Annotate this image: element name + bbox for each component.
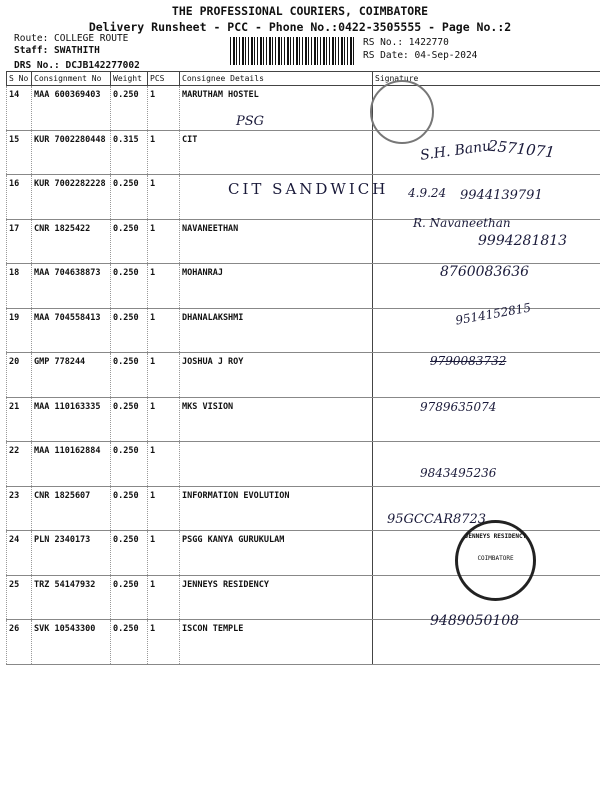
row-sno: 24 bbox=[7, 531, 32, 576]
row-consignment-no: MAA 600369403 bbox=[32, 86, 111, 131]
handwriting-9994281813: 9994281813 bbox=[478, 233, 568, 249]
company-title: THE PROFESSIONAL COURIERS, COIMBATORE bbox=[171, 4, 429, 18]
row-pcs: 1 bbox=[148, 397, 180, 442]
row-consignment-no: GMP 778244 bbox=[32, 353, 111, 398]
route-label: Route: COLLEGE ROUTE bbox=[14, 33, 129, 44]
row-weight: 0.250 bbox=[111, 86, 148, 131]
row-pcs: 1 bbox=[148, 308, 180, 353]
table-row bbox=[7, 86, 600, 131]
row-sno: 26 bbox=[7, 620, 32, 665]
row-consignee: CIT bbox=[180, 130, 373, 175]
row-sno: 25 bbox=[7, 575, 32, 620]
row-sno: 16 bbox=[7, 175, 32, 220]
handwriting-9790083732: 9790083732 bbox=[430, 354, 507, 368]
drs-number: DRS No.: DCJB142277002 bbox=[14, 60, 140, 71]
residency-stamp bbox=[455, 520, 536, 601]
row-sno: 19 bbox=[7, 308, 32, 353]
table-header-row bbox=[7, 72, 600, 86]
handwriting-9789635074: 9789635074 bbox=[420, 400, 497, 414]
rs-date: RS Date: 04-Sep-2024 bbox=[363, 50, 478, 61]
row-sno: 17 bbox=[7, 219, 32, 264]
handwriting-9843495236: 9843495236 bbox=[420, 466, 497, 480]
row-consignment-no: MAA 704558413 bbox=[32, 308, 111, 353]
row-consignment-no: KUR 7002282228 bbox=[32, 175, 111, 220]
handwriting-cit-sandwich: CIT SANDWICH bbox=[228, 180, 389, 198]
col-pcs: PCS bbox=[148, 72, 180, 86]
row-sno: 18 bbox=[7, 264, 32, 309]
row-pcs: 1 bbox=[148, 175, 180, 220]
row-weight: 0.250 bbox=[111, 175, 148, 220]
row-consignee: MOHANRAJ bbox=[180, 264, 373, 309]
col-signature: Signature bbox=[373, 72, 600, 86]
row-consignee: MKS VISION bbox=[180, 397, 373, 442]
row-pcs: 1 bbox=[148, 219, 180, 264]
row-sno: 21 bbox=[7, 397, 32, 442]
row-weight: 0.250 bbox=[111, 575, 148, 620]
handwriting-9514152815: 9514152815 bbox=[454, 300, 532, 328]
row-weight: 0.250 bbox=[111, 620, 148, 665]
row-consignment-no: SVK 10543300 bbox=[32, 620, 111, 665]
handwriting-date: 4.9.24 bbox=[408, 186, 447, 200]
handwriting-navaneethan: R. Navaneethan bbox=[413, 216, 511, 230]
row-consignee: JENNEYS RESIDENCY bbox=[180, 575, 373, 620]
row-pcs: 1 bbox=[148, 531, 180, 576]
row-consignment-no: PLN 2340173 bbox=[32, 531, 111, 576]
row-consignee: DHANALAKSHMI bbox=[180, 308, 373, 353]
table-row bbox=[7, 397, 600, 442]
coimbatore-stamp-text: COIMBATORE bbox=[477, 555, 514, 562]
row-sno: 22 bbox=[7, 442, 32, 487]
row-weight: 0.315 bbox=[111, 130, 148, 175]
row-weight: 0.250 bbox=[111, 531, 148, 576]
row-consignment-no: CNR 1825607 bbox=[32, 486, 111, 531]
row-consignee: PSGG KANYA GURUKULAM bbox=[180, 531, 373, 576]
row-consignment-no: CNR 1825422 bbox=[32, 219, 111, 264]
handwriting-2571071: 2571071 bbox=[487, 136, 556, 162]
staff-label: Staff: SWATHITH bbox=[14, 45, 100, 56]
row-consignee bbox=[180, 442, 373, 487]
handwriting-banu: S.H. Banu bbox=[419, 138, 493, 164]
row-weight: 0.250 bbox=[111, 486, 148, 531]
row-sno: 14 bbox=[7, 86, 32, 131]
office-stamp bbox=[370, 80, 434, 144]
row-consignment-no: MAA 110163335 bbox=[32, 397, 111, 442]
handwriting-95gccar8723: 95GCCAR8723 bbox=[387, 512, 487, 527]
table-row bbox=[7, 442, 600, 487]
row-weight: 0.250 bbox=[111, 442, 148, 487]
row-sno: 15 bbox=[7, 130, 32, 175]
row-pcs: 1 bbox=[148, 130, 180, 175]
row-weight: 0.250 bbox=[111, 264, 148, 309]
col-consignee-details: Consignee Details bbox=[180, 72, 373, 86]
row-pcs: 1 bbox=[148, 486, 180, 531]
table-row bbox=[7, 353, 600, 398]
col-consignment-no: Consignment No bbox=[32, 72, 111, 86]
handwriting-9489050108: 9489050108 bbox=[430, 613, 520, 629]
row-pcs: 1 bbox=[148, 264, 180, 309]
row-weight: 0.250 bbox=[111, 353, 148, 398]
row-pcs: 1 bbox=[148, 620, 180, 665]
row-consignment-no: MAA 110162884 bbox=[32, 442, 111, 487]
row-pcs: 1 bbox=[148, 86, 180, 131]
row-consignee: MARUTHAM HOSTEL bbox=[180, 86, 373, 131]
barcode bbox=[230, 37, 355, 65]
row-consignee: JOSHUA J ROY bbox=[180, 353, 373, 398]
row-weight: 0.250 bbox=[111, 219, 148, 264]
row-pcs: 1 bbox=[148, 353, 180, 398]
col-weight: Weight bbox=[111, 72, 148, 86]
row-consignment-no: TRZ 54147932 bbox=[32, 575, 111, 620]
handwriting-8760083636: 8760083636 bbox=[440, 264, 530, 280]
col-sno: S No bbox=[7, 72, 32, 86]
row-weight: 0.250 bbox=[111, 308, 148, 353]
row-pcs: 1 bbox=[148, 442, 180, 487]
row-consignment-no: KUR 7002280448 bbox=[32, 130, 111, 175]
row-weight: 0.250 bbox=[111, 397, 148, 442]
handwriting-9944139791: 9944139791 bbox=[460, 188, 543, 203]
row-pcs: 1 bbox=[148, 575, 180, 620]
row-sno: 23 bbox=[7, 486, 32, 531]
row-consignment-no: MAA 704638873 bbox=[32, 264, 111, 309]
residency-stamp-text: JENNEYS RESIDENCY bbox=[464, 533, 527, 540]
runsheet-subtitle: Delivery Runsheet - PCC - Phone No.:0422-3505555 - Page No.:2 bbox=[88, 20, 512, 34]
rs-number: RS No.: 1422770 bbox=[363, 37, 449, 48]
handwriting-psg: PSG bbox=[236, 114, 265, 129]
row-consignee: INFORMATION EVOLUTION bbox=[180, 486, 373, 531]
row-consignee: ISCON TEMPLE bbox=[180, 620, 373, 665]
row-sno: 20 bbox=[7, 353, 32, 398]
row-consignee: NAVANEETHAN bbox=[180, 219, 373, 264]
